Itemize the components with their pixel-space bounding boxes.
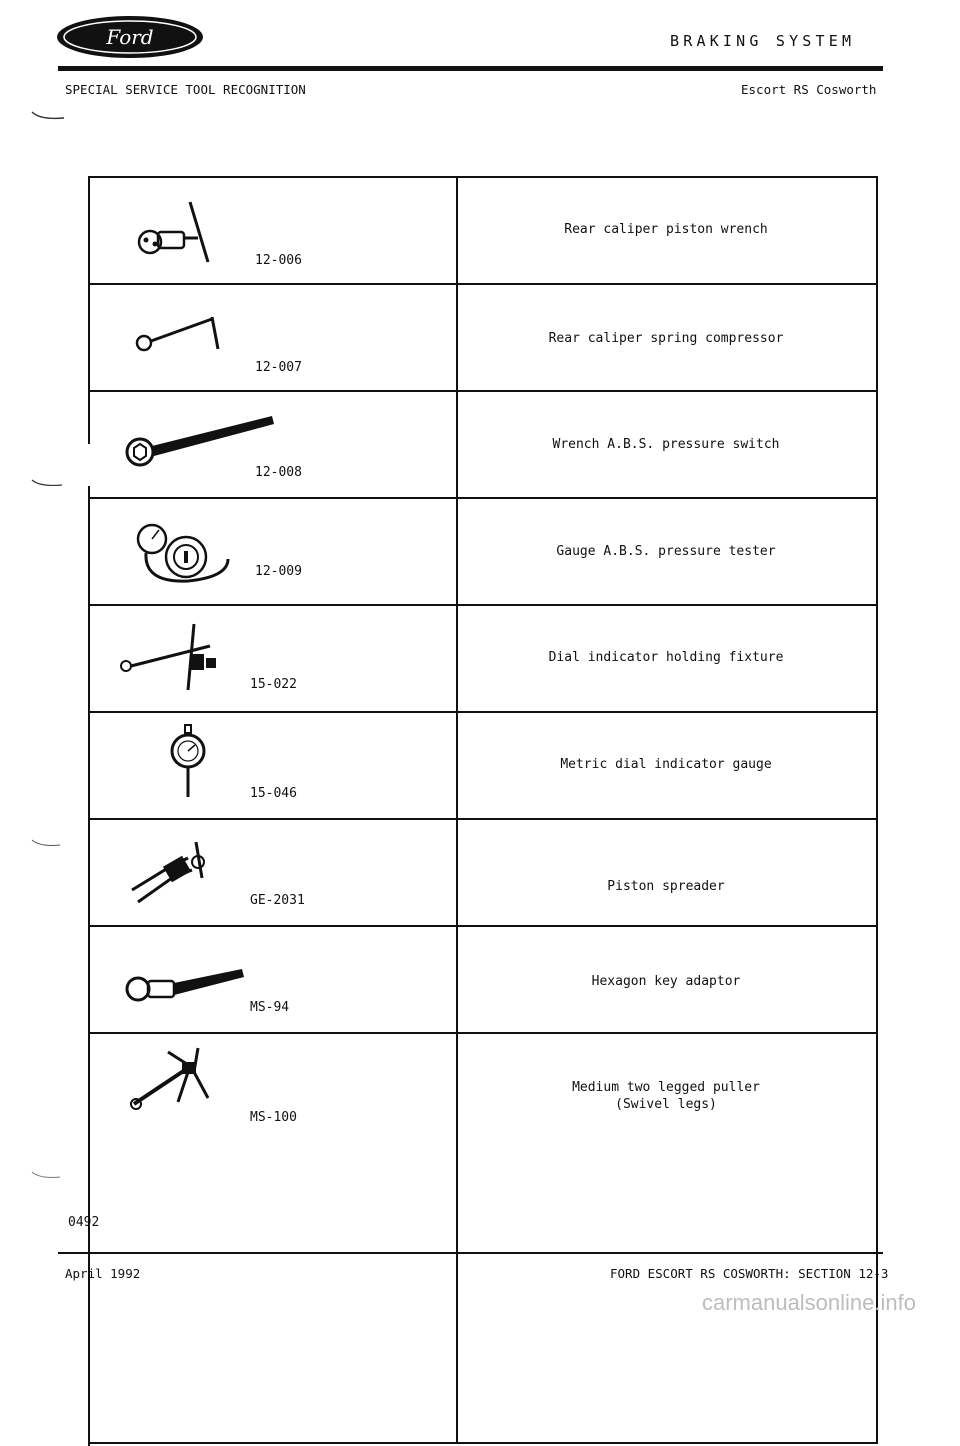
tool-code: 12-007 [255, 360, 302, 375]
table-row [88, 818, 878, 925]
table-row [88, 711, 878, 818]
two-leg-puller-icon [128, 1042, 218, 1122]
tool-description [461, 1079, 871, 1113]
publication-date: April 1992 [65, 1266, 141, 1281]
tool-description: Metric dial indicator gauge [560, 757, 772, 772]
hex-key-adaptor-icon [124, 959, 249, 1009]
tool-description: Piston spreader [607, 879, 725, 894]
tool-code: 15-022 [250, 677, 297, 692]
document-code: 0492 [68, 1215, 100, 1230]
ford-logo [55, 14, 205, 60]
tool-code: 12-006 [255, 253, 302, 268]
ring-wrench-icon [122, 408, 282, 468]
piston-wrench-icon [132, 196, 217, 266]
tool-description: Gauge A.B.S. pressure tester [556, 544, 776, 559]
table-row [88, 604, 878, 711]
margin-mark [30, 838, 70, 852]
tool-code: 12-009 [255, 564, 302, 579]
holding-fixture-icon [118, 620, 238, 700]
tool-description: Rear caliper piston wrench [564, 222, 768, 237]
tool-description: Wrench A.B.S. pressure switch [552, 437, 780, 452]
tool-description-line2: (Swivel legs) [615, 1097, 717, 1112]
table-row [88, 390, 878, 497]
table-row [88, 925, 878, 1032]
tool-description: Rear caliper spring compressor [548, 331, 784, 346]
table-row [88, 497, 878, 604]
tool-code: 15-046 [250, 786, 297, 801]
tool-description: Hexagon key adaptor [591, 974, 741, 989]
svg-text:Ford: Ford [106, 25, 154, 49]
table-row [88, 176, 878, 283]
page-subtitle: SPECIAL SERVICE TOOL RECOGNITION [65, 82, 306, 97]
tool-code: GE-2031 [250, 893, 305, 908]
dial-indicator-icon [168, 723, 208, 803]
tool-code: MS-100 [250, 1110, 297, 1125]
table-row [88, 1032, 878, 1142]
margin-mark [30, 478, 70, 492]
piston-spreader-icon [128, 840, 218, 910]
margin-mark [30, 1170, 70, 1184]
tool-code: 12-008 [255, 465, 302, 480]
header-rule [58, 66, 883, 71]
pressure-gauge-icon [128, 513, 238, 593]
tool-description-line1: Medium two legged puller [572, 1080, 760, 1095]
footer-rule [58, 1252, 883, 1254]
table-row [88, 283, 878, 390]
watermark: carmanualsonline.info [701, 1290, 916, 1315]
vehicle-model: Escort RS Cosworth [741, 82, 877, 97]
section-reference: FORD ESCORT RS COSWORTH: SECTION 12-3 [610, 1266, 889, 1281]
tool-code: MS-94 [250, 1000, 290, 1015]
margin-mark [30, 110, 70, 124]
spring-compressor-icon [132, 309, 222, 359]
section-title: BRAKING SYSTEM [670, 32, 856, 50]
tool-description: Dial indicator holding fixture [548, 650, 784, 665]
